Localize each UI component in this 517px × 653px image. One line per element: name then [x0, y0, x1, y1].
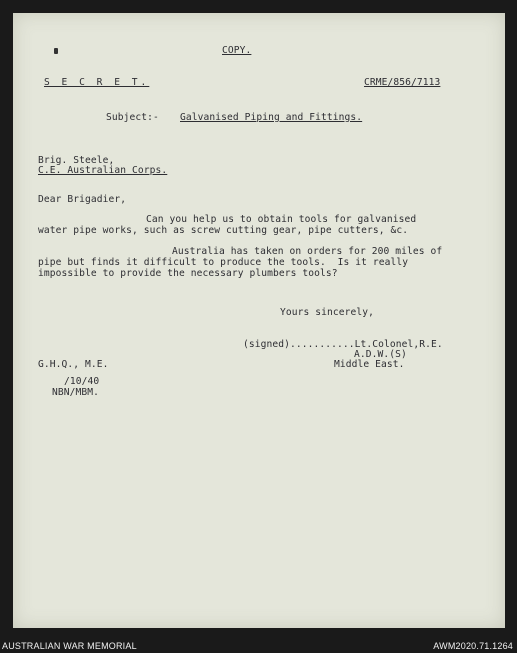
closing: Yours sincerely,: [280, 307, 375, 318]
origin-date: /10/40: [64, 376, 100, 387]
signature-line: (signed)...........Lt.Colonel,R.E.: [243, 339, 443, 350]
body-line: Can you help us to obtain tools for galvanised: [146, 214, 417, 225]
body-line: pipe but finds it difficult to produce the tools. Is it really: [38, 257, 409, 268]
signature-location: Middle East.: [334, 359, 405, 370]
origin-initials: NBN/MBM.: [52, 387, 100, 398]
body-line: water pipe works, such as screw cutting gear, pipe cutters, &c.: [38, 225, 409, 236]
copy-heading: COPY.: [222, 45, 252, 56]
document-page: [13, 13, 505, 628]
body-line: Australia has taken on orders for 200 miles of: [172, 246, 443, 257]
signature-title: A.D.W.(S): [354, 349, 407, 360]
reference-number: CRME/856/7113: [364, 77, 441, 88]
salutation: Dear Brigadier,: [38, 194, 127, 205]
body-line: impossible to provide the necessary plumbers tools?: [38, 268, 338, 279]
classification-marking: S E C R E T.: [44, 77, 150, 88]
footer-accession-number: AWM2020.71.1264: [433, 641, 513, 651]
subject-text: Galvanised Piping and Fittings.: [180, 112, 363, 123]
origin-hq: G.H.Q., M.E.: [38, 359, 109, 370]
punch-mark: [54, 48, 58, 54]
subject-label: Subject:-: [106, 112, 159, 123]
addressee-unit: C.E. Australian Corps.: [38, 165, 168, 176]
footer-credit: AUSTRALIAN WAR MEMORIAL: [2, 641, 137, 651]
addressee-name: Brig. Steele,: [38, 155, 115, 166]
